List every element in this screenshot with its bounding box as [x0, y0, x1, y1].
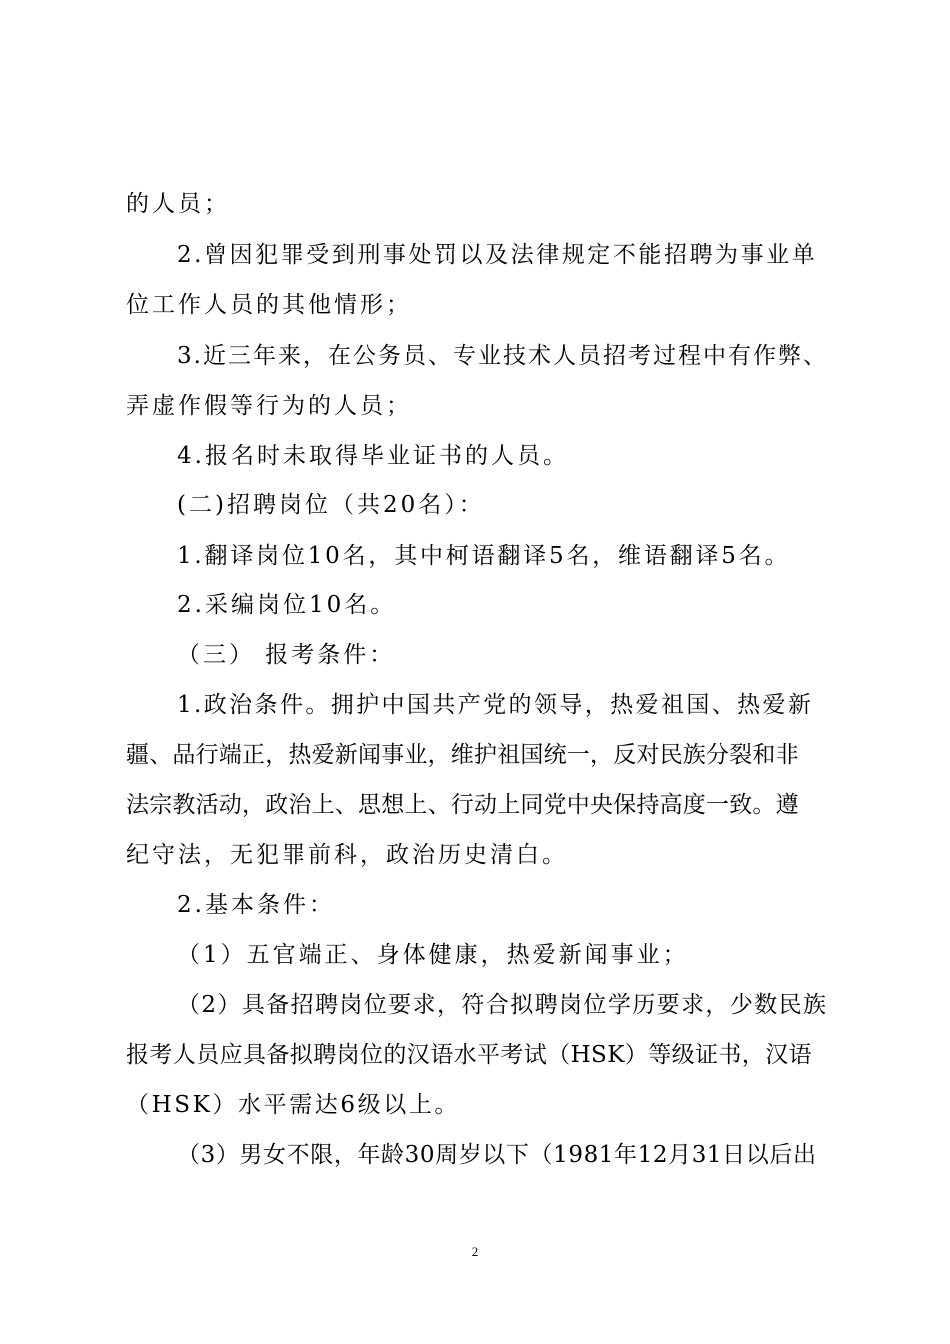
page-number: 2: [471, 1244, 479, 1259]
text-line: 2.基本条件：: [177, 892, 335, 918]
text-line: 纪守法，无犯罪前科，政治历史清白。: [126, 842, 568, 868]
text-line: 1.翻译岗位10名，其中柯语翻译5名，维语翻译5名。: [177, 543, 791, 569]
text-line: 3.近三年来，在公务员、专业技术人员招考过程中有作弊、: [177, 343, 828, 369]
text-line: 法宗教活动，政治上、思想上、行动上同党中央保持高度一致。遵: [126, 792, 799, 818]
text-line: 的人员；: [126, 191, 230, 217]
text-line: （3）男女不限，年龄30周岁以下（1981年12月31日以后出: [177, 1142, 817, 1168]
text-line: 疆、品行端正，热爱新闻事业，维护祖国统一，反对民族分裂和非: [126, 742, 799, 768]
text-line: （1）五官端正、身体健康，热爱新闻事业；: [177, 942, 689, 968]
text-line: （三） 报考条件：: [177, 642, 396, 668]
text-line: 报考人员应具备拟聘岗位的汉语水平考试（HSK）等级证书，汉语: [126, 1042, 812, 1068]
text-line: （2）具备招聘岗位要求，符合拟聘岗位学历要求，少数民族: [177, 992, 828, 1018]
text-line: 4.报名时未取得毕业证书的人员。: [177, 443, 569, 469]
text-line: （HSK）水平需达6级以上。: [126, 1092, 461, 1118]
text-line: 2.采编岗位10名。: [177, 592, 397, 618]
text-line: 2.曾因犯罪受到刑事处罚以及法律规定不能招聘为事业单: [177, 242, 818, 268]
text-line: 位工作人员的其他情形；: [126, 292, 412, 318]
text-line: (二)招聘岗位（共20名）：: [177, 492, 485, 518]
text-line: 1.政治条件。拥护中国共产党的领导，热爱祖国、热爱新: [177, 692, 814, 718]
text-line: 弄虚作假等行为的人员；: [126, 393, 412, 419]
